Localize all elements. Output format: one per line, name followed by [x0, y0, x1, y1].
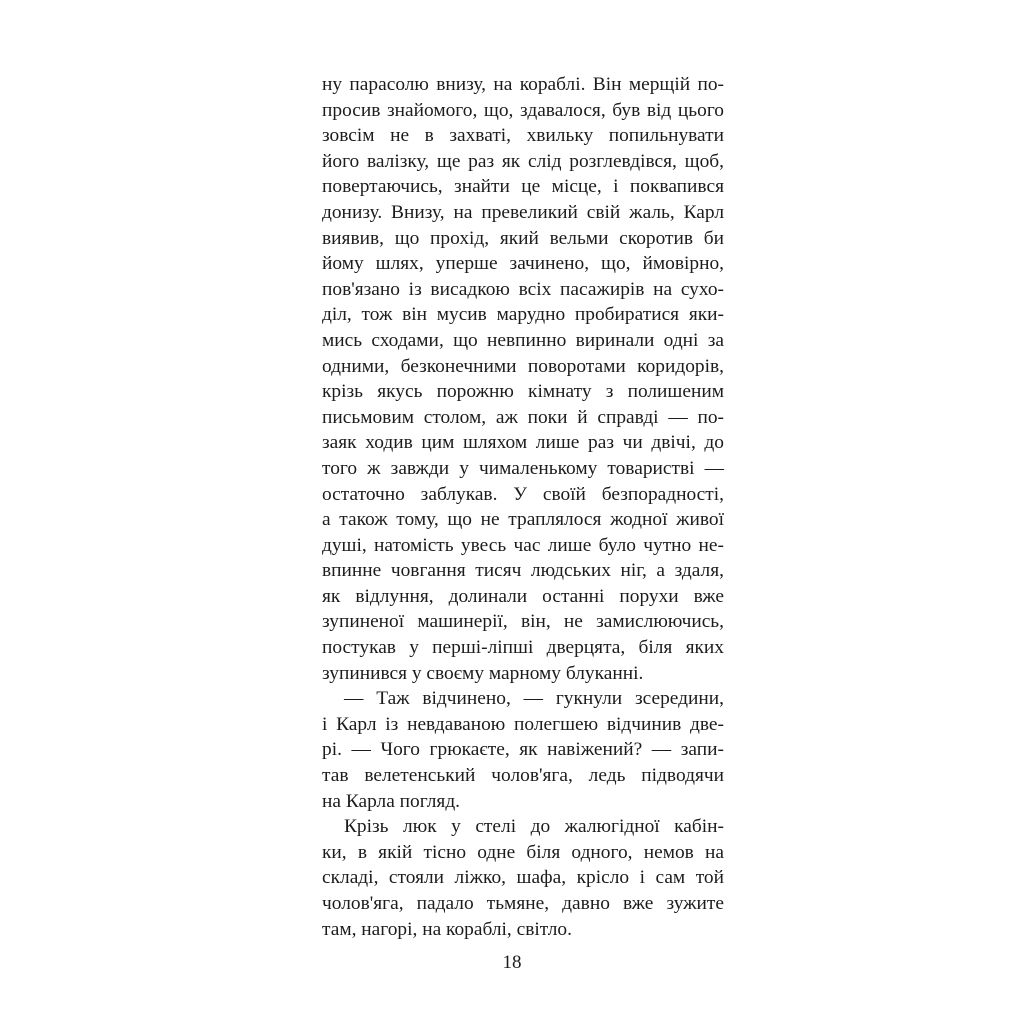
text-line: донизу. Внизу, на превеликий свій жаль, Карл — [322, 201, 724, 223]
text-line: складі, стояли ліжко, шафа, крісло і сам той — [322, 867, 724, 889]
text-line: зупиненої машинерії, він, не замислюючись, — [322, 611, 724, 633]
text-line: заяк ходив цим шляхом лише раз чи двічі, до — [322, 432, 724, 454]
text-line: ну парасолю внизу, на кораблі. Він мерщій по- — [322, 74, 724, 95]
text-line: того ж завжди у чималенькому товаристві — — [322, 457, 724, 479]
text-line: йому шлях, уперше зачинено, що, ймовірно, — [322, 253, 724, 275]
text-line: просив знайомого, що, здавалося, був від цього — [322, 99, 724, 121]
text-line: остаточно заблукав. У своїй безпорадності, — [322, 483, 724, 505]
body-text — [322, 72, 724, 942]
text-line: душі, натомість увесь час лише було чутно не- — [322, 534, 724, 556]
text-line: крізь якусь порожню кімнату з полишеним — [322, 381, 724, 403]
paragraph — [322, 72, 724, 686]
paragraph — [322, 814, 724, 942]
text-line: і Карл із невдаваною полегшею відчинив две- — [322, 713, 724, 735]
text-line: тав велетенський чолов'яга, ледь підводячи — [322, 765, 724, 787]
text-line: там, нагорі, на кораблі, світло. — [322, 918, 572, 940]
text-line: письмовим столом, аж поки й справді — по- — [322, 406, 724, 428]
text-line: — Таж відчинено, — гукнули зсередини, — [344, 688, 724, 710]
paragraph — [322, 686, 724, 814]
text-line: зовсім не в захваті, хвильку попильнувати — [322, 125, 724, 147]
text-line: чолов'яга, падало тьмяне, давно вже зужите — [322, 893, 724, 914]
text-line: одними, безконечними поворотами коридорів, — [322, 355, 724, 377]
text-line: на Карла погляд. — [322, 790, 461, 812]
text-line: його валізку, ще раз як слід розглевдівся, щоб, — [322, 150, 724, 172]
text-line: як відлуння, долинали останні порухи вже — [322, 585, 724, 607]
text-line: повертаючись, знайти це місце, і поквапився — [322, 176, 724, 198]
text-line: пов'язано із висадкою всіх пасажирів на сухо- — [322, 278, 724, 300]
text-line: ки, в якій тісно одне біля одного, немов на — [322, 841, 724, 863]
text-line: рі. — Чого грюкаєте, як навіжений? — запи- — [322, 739, 724, 761]
text-line: а також тому, що не траплялося жодної живої — [322, 509, 724, 531]
text-line: Крізь люк у стелі до жалюгідної кабін- — [344, 816, 724, 838]
text-line: виявив, що прохід, який вельми скоротив би — [322, 227, 724, 249]
text-line: мись сходами, що невпинно виринали одні за — [322, 329, 724, 351]
text-line: діл, тож він мусив марудно пробиратися яки- — [322, 304, 724, 326]
text-line: впинне човгання тисяч людських ніг, а здаля, — [322, 560, 724, 582]
text-line: постукав у перші-ліпші дверцята, біля яких — [322, 637, 724, 659]
text-line: зупинився у своєму марному блуканні. — [322, 662, 644, 684]
page-number: 18 — [502, 952, 522, 973]
